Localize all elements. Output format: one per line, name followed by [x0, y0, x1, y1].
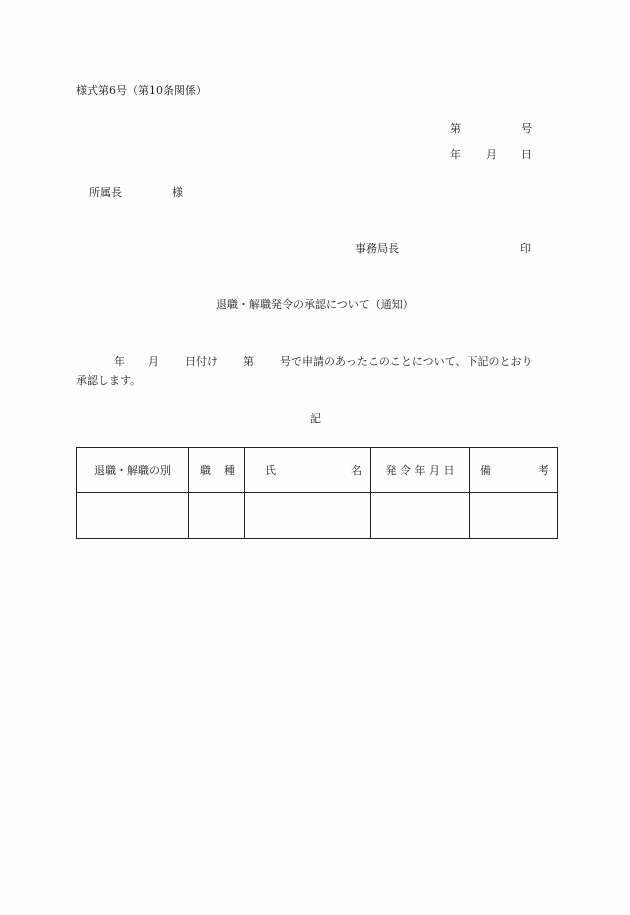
table-row	[77, 493, 558, 539]
header-remarks	[470, 448, 558, 493]
body-year-label: 年	[114, 355, 125, 368]
cell-name[interactable]	[245, 493, 371, 539]
seal-mark: 印	[520, 242, 531, 255]
addressee-honorific: 様	[172, 186, 183, 199]
cell-job-type[interactable]	[189, 493, 245, 539]
form-number: 様式第6号（第10条関係）	[76, 84, 207, 97]
header-category: 退職・解職の別	[77, 448, 189, 493]
table-header-row	[77, 448, 558, 493]
header-job-type-char1: 職	[200, 464, 211, 477]
date-day-label: 日	[521, 148, 532, 161]
doc-number-prefix: 第	[450, 122, 461, 135]
date-year-label: 年	[450, 148, 461, 161]
header-name-char1: 氏	[265, 464, 276, 477]
body-text-line2: 承認します。	[76, 374, 142, 387]
date-month-label: 月	[486, 148, 497, 161]
cell-remarks[interactable]	[470, 493, 558, 539]
body-date-suffix: 日付け	[185, 355, 218, 368]
ki-label: 記	[310, 412, 321, 425]
body-month-label: 月	[148, 355, 159, 368]
cell-issue-date[interactable]	[371, 493, 470, 539]
header-issue-date: 発 令 年 月 日	[371, 448, 470, 493]
approval-table	[76, 447, 558, 539]
header-name	[245, 448, 371, 493]
body-text: 号で申請のあったこのことについて、下記のとおり	[280, 355, 533, 368]
body-number-prefix: 第	[243, 355, 254, 368]
header-remarks-char1: 備	[480, 464, 491, 477]
sender-title: 事務局長	[355, 242, 399, 255]
header-job-type	[189, 448, 245, 493]
cell-category[interactable]	[77, 493, 189, 539]
addressee-title: 所属長	[89, 186, 122, 199]
doc-number-suffix: 号	[521, 122, 532, 135]
document-title: 退職・解職発令の承認について（通知）	[216, 298, 414, 311]
header-remarks-char2: 考	[538, 464, 549, 477]
header-job-type-char2: 種	[224, 464, 235, 477]
header-name-char2: 名	[351, 464, 362, 477]
